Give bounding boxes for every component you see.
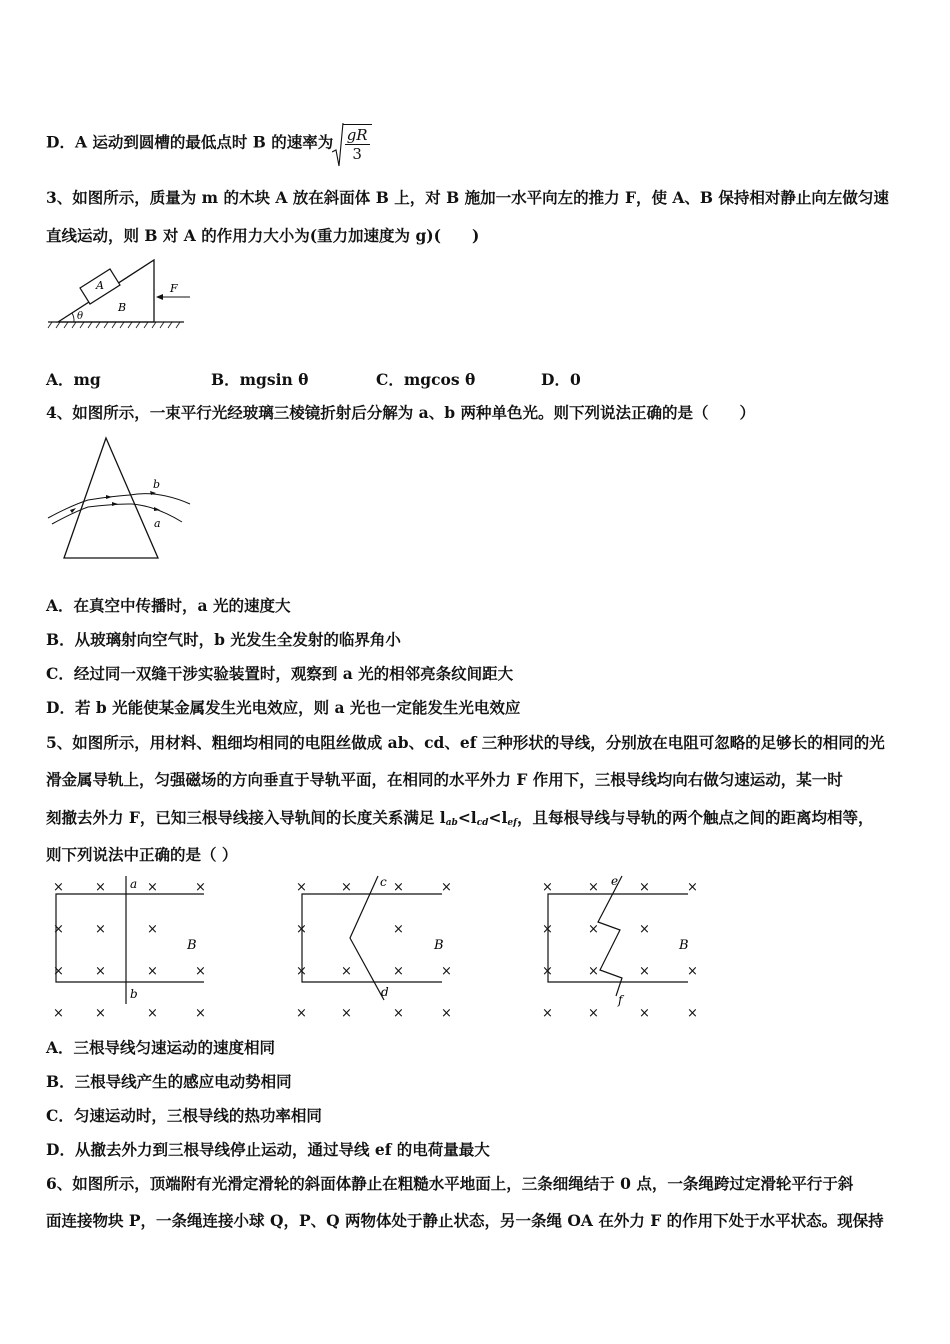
q6-stem-line2: 面连接物块 P，一条绳连接小球 Q，P、Q 两物体处于静止状态，另一条绳 OA 在外力 F 的作用下处于水平状态。现保持 [46,1211,884,1230]
wire-a-label: a [130,877,138,891]
svg-text:×: × [393,964,404,979]
q4-option-a: A．在真空中传播时，a 光的速度大 [46,596,291,615]
svg-text:×: × [588,964,599,979]
q5-figure-ab [44,872,214,1022]
svg-text:×: × [639,880,650,895]
svg-text:×: × [296,1006,307,1021]
wire-c-label: c [380,875,387,889]
block-a-label: A [96,279,104,292]
svg-text:×: × [687,880,698,895]
ray-a-label: a [154,517,161,530]
force-f-label: F [170,282,178,295]
svg-text:×: × [687,1006,698,1021]
wedge-b-label: B [118,301,127,314]
field-b-label-2: B [434,938,444,953]
svg-text:×: × [542,1006,553,1021]
svg-text:×: × [147,1006,158,1021]
ray-b-label: b [153,478,161,491]
svg-text:×: × [95,1006,106,1021]
fraction-numerator: gR [346,126,368,144]
svg-text:×: × [341,1006,352,1021]
wire-f-label: f [618,993,623,1007]
svg-text:×: × [95,922,106,937]
svg-text:×: × [341,880,352,895]
svg-text:×: × [53,922,64,937]
svg-text:×: × [296,964,307,979]
q5-option-b: B．三根导线产生的感应电动势相同 [46,1072,292,1091]
field-b-label-1: B [187,938,197,953]
q5-line3-part: <l [488,808,508,827]
svg-text:×: × [147,880,158,895]
wire-d-label: d [381,985,389,999]
q6-stem-line1: 6、如图所示，顶端附有光滑定滑轮的斜面体静止在粗糙水平地面上，三条细绳结于 0 点，一条绳跨过定滑轮平行于斜 [46,1174,854,1193]
q3-option-d: D．0 [541,370,581,389]
svg-text:×: × [542,922,553,937]
q4-option-c: C．经过同一双缝干涉实验装置时，观察到 a 光的相邻亮条纹间距大 [46,664,514,683]
q3-incline-figure [44,256,194,330]
svg-text:×: × [53,1006,64,1021]
svg-text:×: × [147,922,158,937]
q5-option-d: D．从撤去外力到三根导线停止运动，通过导线 ef 的电荷量最大 [46,1140,490,1159]
q5-option-a: A．三根导线匀速运动的速度相同 [46,1038,276,1057]
svg-text:×: × [195,1006,206,1021]
q2-option-d-text: A 运动到圆槽的最低点时 B 的速率为 [74,132,334,152]
wire-b-label: b [130,987,138,1001]
q5-line3-part: ，且每根导线与导轨的两个触点之间的距离均相等， [516,808,874,827]
q2-option-d [46,124,372,163]
q3-stem-line2: 直线运动，则 B 对 A 的作用力大小为(重力加速度为 g)( ) [46,226,480,245]
q5-option-c: C．匀速运动时，三根导线的热功率相同 [46,1106,322,1125]
svg-text:×: × [195,964,206,979]
q5-line3-part: 刻撤去外力 F，已知三根导线接入导轨间的长度关系满足 l [46,808,446,827]
svg-text:×: × [542,880,553,895]
svg-text:×: × [53,880,64,895]
q3-stem-line1: 3、如图所示，质量为 m 的木块 A 放在斜面体 B 上，对 B 施加一水平向左的推力 F，使 A、B 保持相对静止向左做匀速 [46,188,889,207]
svg-text:×: × [296,880,307,895]
field-b-label-3: B [679,938,689,953]
subscript-ab: ab [445,818,458,828]
q5-figure-ef [538,872,708,1022]
svg-text:×: × [588,922,599,937]
svg-text:×: × [441,1006,452,1021]
subscript-cd: cd [476,818,489,828]
q5-stem-line3 [46,806,874,828]
svg-text:×: × [296,922,307,937]
svg-text:×: × [588,1006,599,1021]
theta-label: θ [77,311,84,322]
q4-option-d: D．若 b 光能使某金属发生光电效应，则 a 光也一定能发生光电效应 [46,698,521,717]
svg-text:×: × [195,880,206,895]
q5-line3-part: <l [457,808,477,827]
q3-option-c: C．mgcos θ [376,370,476,389]
svg-text:×: × [639,922,650,937]
svg-text:×: × [639,1006,650,1021]
svg-text:×: × [687,964,698,979]
svg-text:×: × [393,922,404,937]
svg-text:×: × [95,880,106,895]
q4-option-b: B．从玻璃射向空气时，b 光发生全发射的临界角小 [46,630,401,649]
svg-text:×: × [441,880,452,895]
q4-prism-figure [44,432,204,564]
svg-text:×: × [393,1006,404,1021]
q5-figure-cd [292,872,462,1022]
svg-text:×: × [588,880,599,895]
svg-text:×: × [393,880,404,895]
q3-option-a: A．mg [46,370,101,389]
svg-text:×: × [95,964,106,979]
svg-text:×: × [147,964,158,979]
q4-stem: 4、如图所示，一束平行光经玻璃三棱镜折射后分解为 a、b 两种单色光。则下列说法正确的是（ ） [46,403,755,422]
q2-option-d-label: D． [46,132,75,152]
q5-stem-line1: 5、如图所示，用材料、粗细均相同的电阻丝做成 ab、cd、ef 三种形状的导线，分别放在电阻可忽略的足够长的相同的光 [46,733,885,752]
svg-text:×: × [53,964,64,979]
svg-text:×: × [441,964,452,979]
subscript-ef: ef [507,818,517,828]
svg-text:×: × [639,964,650,979]
svg-text:×: × [542,964,553,979]
svg-text:×: × [341,964,352,979]
q5-stem-line4: 则下列说法中正确的是（ ） [46,845,238,864]
q3-option-b: B．mgsin θ [211,370,309,389]
wire-e-label: e [611,874,619,888]
fraction-denominator: 3 [352,145,362,163]
q5-stem-line2: 滑金属导轨上，匀强磁场的方向垂直于导轨平面，在相同的水平外力 F 作用下，三根导线均向右做匀速运动，某一时 [46,770,843,789]
sqrt-expression [343,124,372,163]
